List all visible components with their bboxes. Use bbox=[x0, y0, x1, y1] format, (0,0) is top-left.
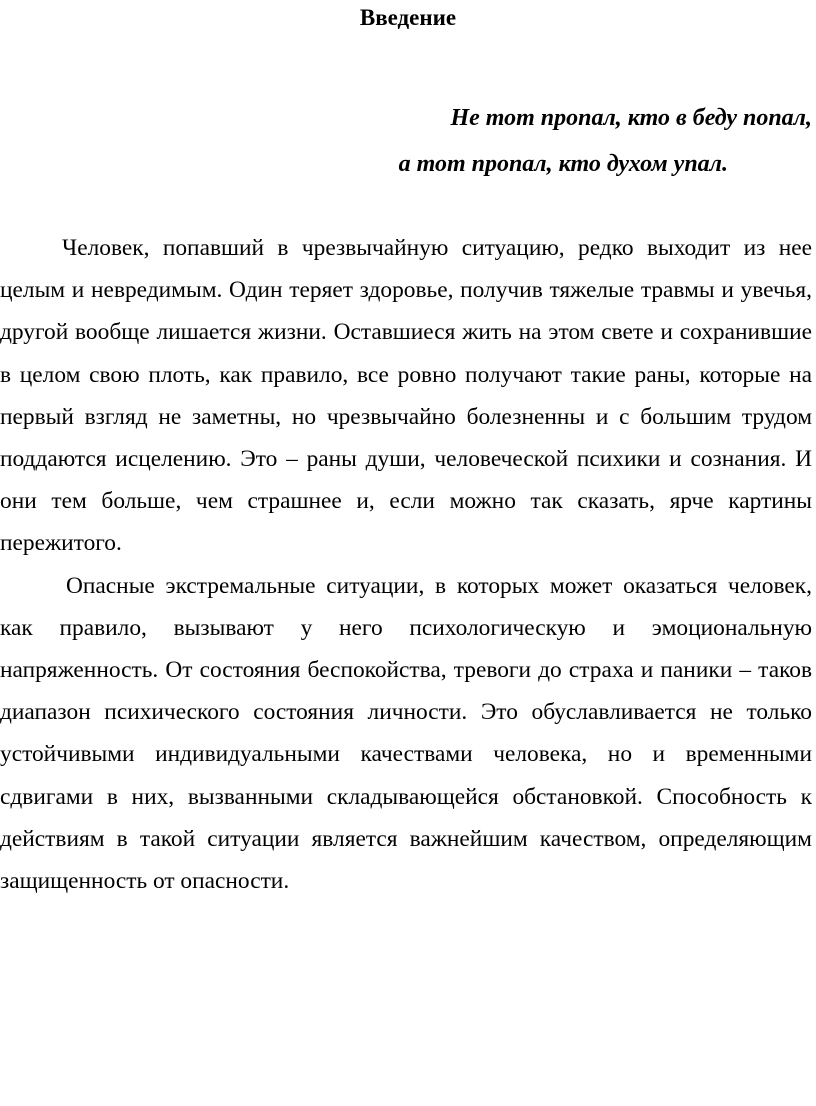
paragraph-1: Человек, попавший в чрезвычайную ситуацию, редко выходит из нее целым и невредимым. Один теряет здоровье, получив тяжелые травмы и увечья, другой вообще лишается жизни. Оставшиеся жить на этом свете и сохранившие в целом свою плоть, как правило, все ровно получают такие раны, которые на первый взгляд не заметны, но чрезвычайно болезненны и с большим трудом поддаются исцелению. Это – раны души, человеческой психики и сознания. И они тем больше, чем страшнее и, если можно так сказать, ярче картины пережитого. bbox=[0, 235, 812, 557]
page-title: Введение bbox=[359, 5, 457, 30]
epigraph bbox=[0, 95, 812, 187]
epigraph-line-2: а тот пропал, кто духом упал. bbox=[398, 151, 728, 177]
epigraph-line-1: Не тот пропал, кто в беду попал, bbox=[450, 105, 812, 131]
paragraph-2: Опасные экстремальные ситуации, в которых может оказаться человек, как правило, вызывают у него психологическую и эмоциональную напряженность. От состояния беспокойства, тревоги до страха и паники – таков диапазон психического состояния личности. Это обуславливается не только устойчивыми индивидуальными качествами человека, но и временными сдвигами в них, вызванными складывающейся обстановкой. Способность к действиям в такой ситуации является важнейшим качеством, определяющим защищенность от опасности. bbox=[0, 572, 812, 895]
document-body bbox=[0, 227, 812, 902]
